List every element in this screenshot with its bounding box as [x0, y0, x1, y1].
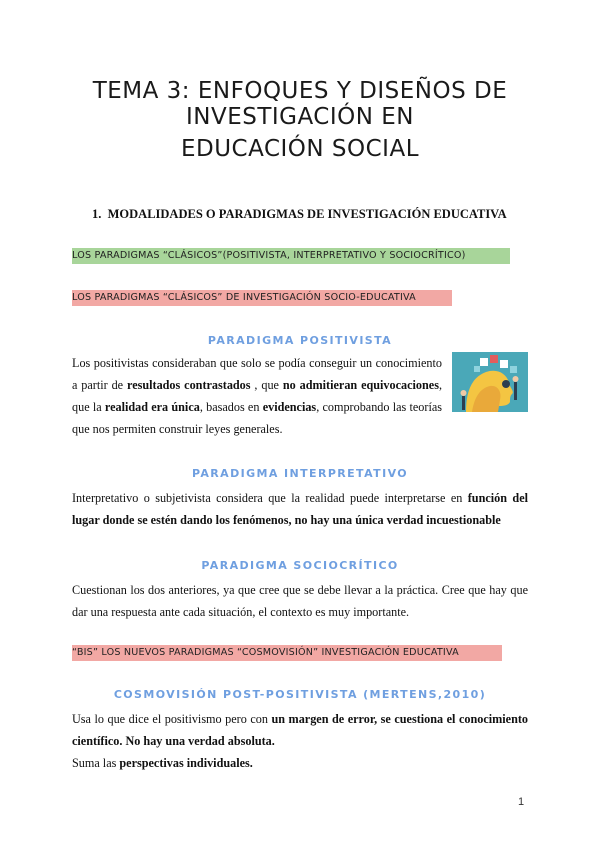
bold-run: realidad era única	[104, 400, 200, 414]
head-puzzle-icon	[452, 352, 528, 412]
subheading-cosmovision: COSMOVISIÓN POST-POSITIVISTA (MERTENS,2010)	[113, 688, 487, 701]
text-run: Suma las	[72, 756, 120, 770]
text-run: , que la	[72, 378, 442, 414]
text-run: Interpretativo o subjetivista considera que la realidad puede interpretarse en	[72, 491, 468, 505]
highlight-classic-paradigms: LOS PARADIGMAS “CLÁSICOS”(POSITIVISTA, INTERPRETATIVO Y SOCIOCRÍTICO)	[72, 248, 510, 264]
bold-run: perspectivas individuales.	[119, 756, 253, 770]
bold-run: función del lugar donde se estén dando los fenómenos, no hay una única verdad incuestionable	[72, 491, 529, 527]
subheading-positivista: PARADIGMA POSITIVISTA	[207, 334, 393, 347]
text-run: , basados en	[199, 400, 263, 414]
text-run: , que	[250, 378, 283, 392]
section-heading	[92, 207, 507, 222]
paragraph-interpretativo	[72, 487, 528, 531]
paragraph-positivista	[72, 352, 442, 440]
document-title-line-2: EDUCACIÓN SOCIAL	[180, 136, 420, 162]
document-title-line-1: TEMA 3: ENFOQUES Y DISEÑOS DE INVESTIGACIÓN EN	[92, 78, 508, 130]
bold-run: no admitieran equivocaciones	[282, 378, 439, 392]
bold-run: un margen de error, se cuestiona el conocimiento científico. No hay una verdad absoluta.	[72, 712, 529, 748]
text-run: Usa lo que dice el positivismo pero con	[72, 712, 272, 726]
section-title: MODALIDADES O PARADIGMAS DE INVESTIGACIÓN EDUCATIVA	[107, 207, 507, 221]
paragraph-cosmovision	[72, 708, 528, 774]
highlight-socio-educational-paradigms: LOS PARADIGMAS “CLÁSICOS” DE INVESTIGACIÓN SOCIO-EDUCATIVA	[72, 290, 452, 306]
page-number: 1	[518, 796, 525, 808]
bold-run: evidencias	[262, 400, 317, 414]
text-run: Los positivistas consideraban que solo se podía conseguir un conocimiento a partir de	[72, 356, 442, 392]
bold-run: resultados contrastados	[127, 378, 251, 392]
paragraph-sociocritico: Cuestionan los dos anteriores, ya que cree que se debe llevar a la práctica. Cree que hay que dar una respuesta ante cada situación, el contexto es muy importante.	[72, 583, 528, 619]
subheading-interpretativo: PARADIGMA INTERPRETATIVO	[191, 467, 409, 480]
subheading-sociocritico: PARADIGMA SOCIOCRÍTICO	[201, 559, 399, 572]
section-number: 1.	[92, 207, 102, 221]
highlight-new-paradigms: “BIS” LOS NUEVOS PARADIGMAS “COSMOVISIÓN” INVESTIGACIÓN EDUCATIVA	[72, 645, 502, 661]
text-run: , comprobando las teorías que nos permiten construir leyes generales.	[72, 400, 442, 436]
thinking-head-illustration	[452, 352, 528, 412]
